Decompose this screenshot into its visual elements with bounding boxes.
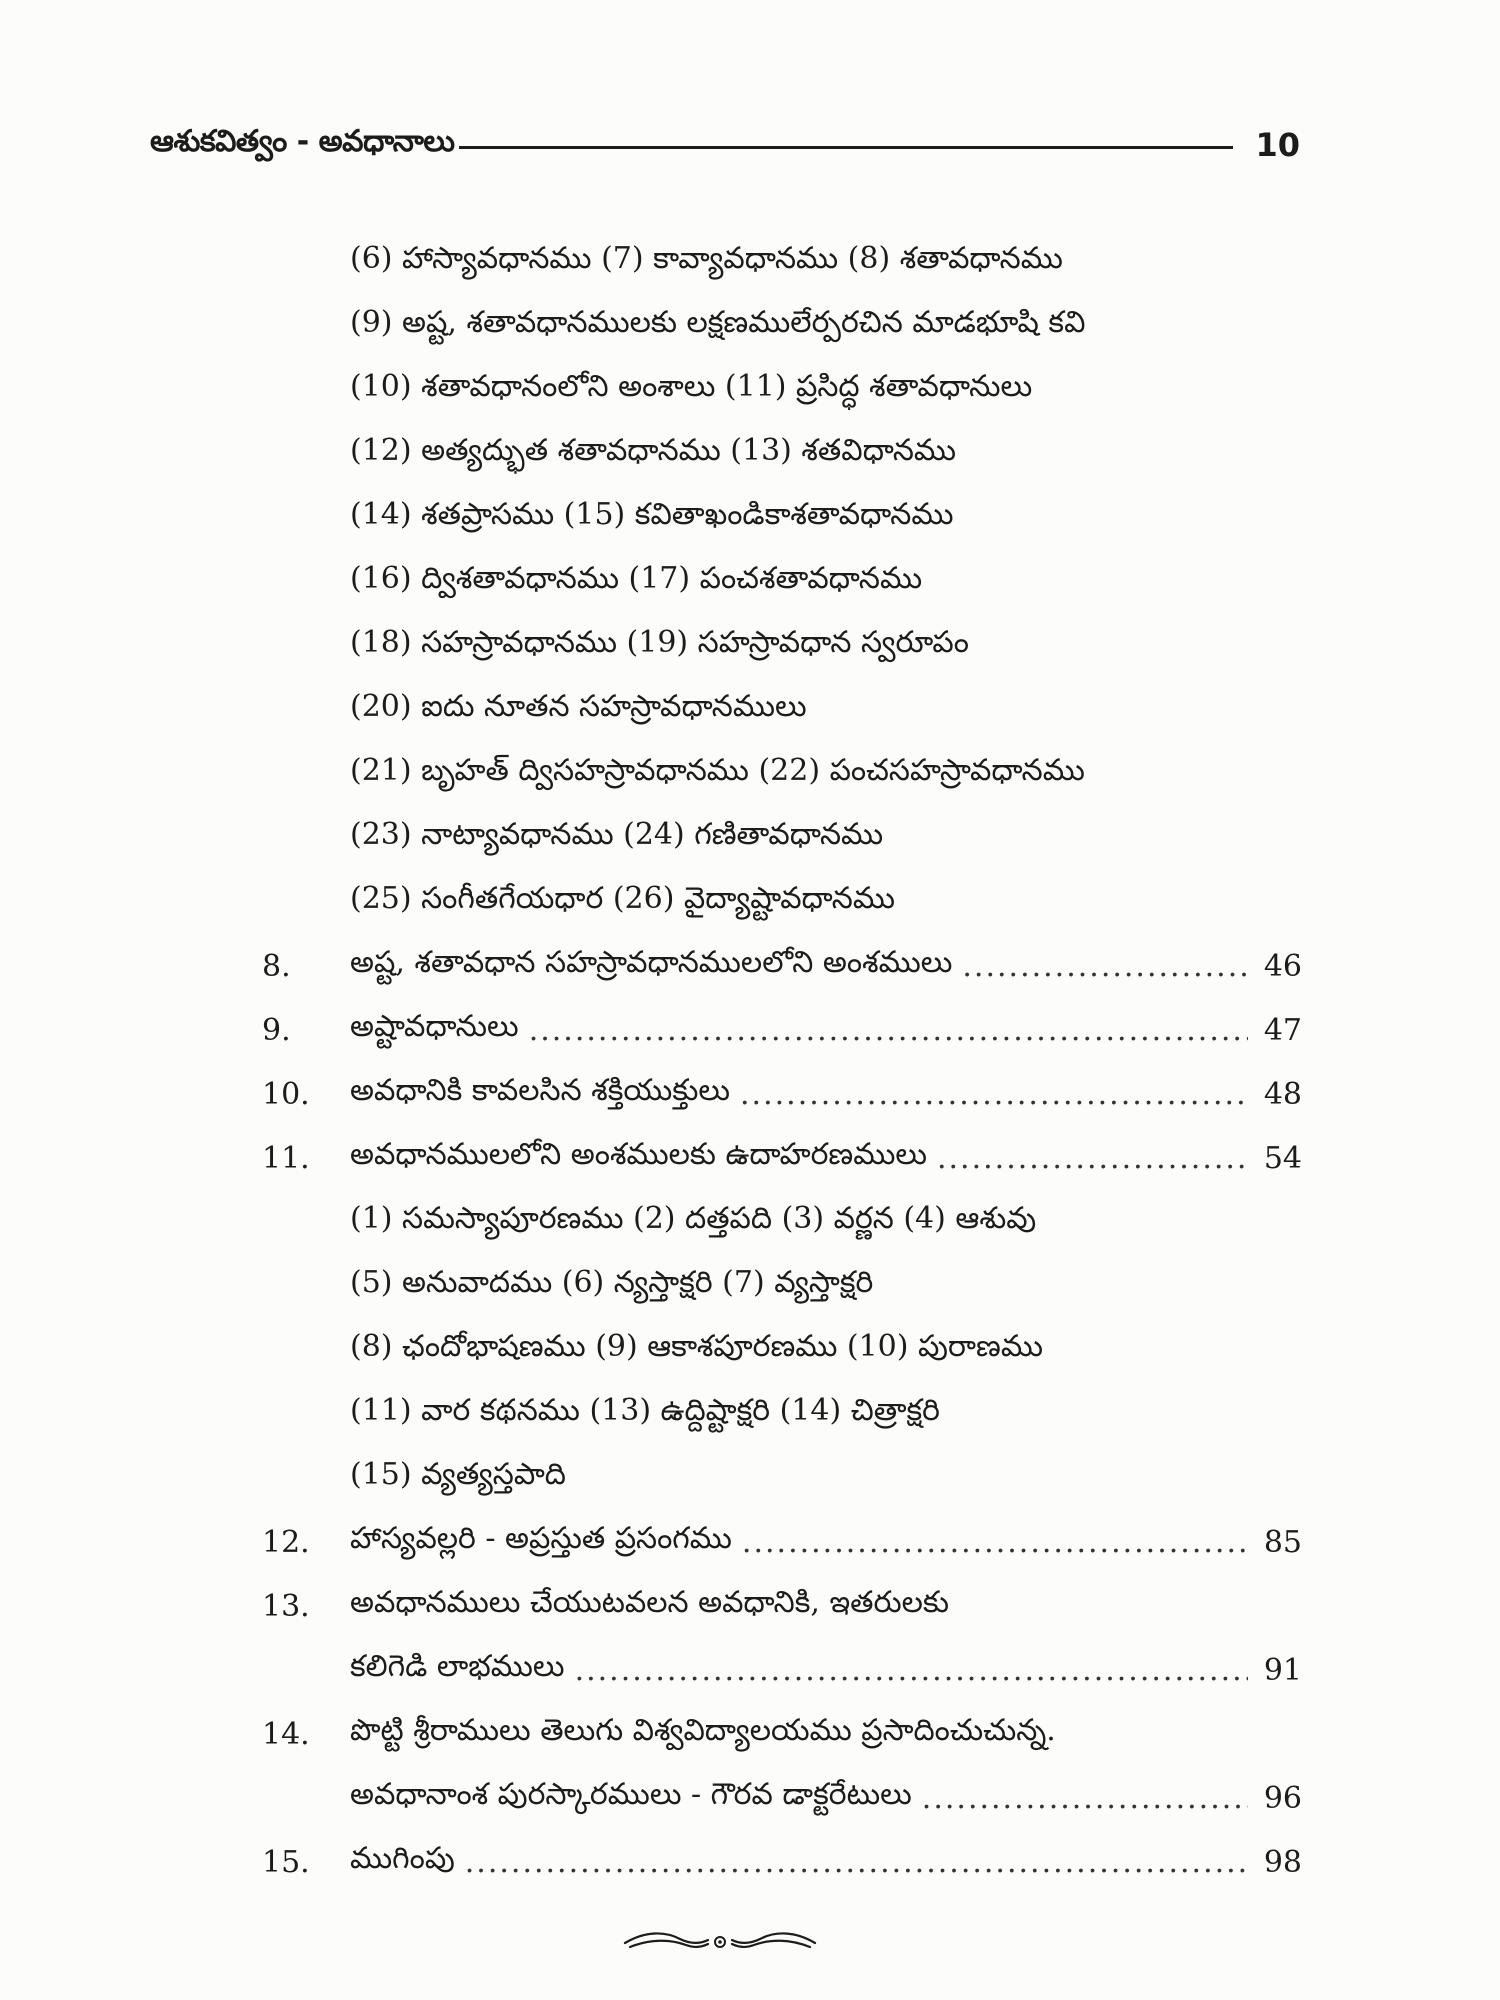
dot-leader <box>962 949 1248 984</box>
table-of-contents <box>262 230 1302 1894</box>
toc-entry <box>262 1574 1302 1638</box>
toc-subitem-line: (16) ద్విశతావధానము (17) పంచశతావధానము <box>350 561 923 596</box>
toc-entry-number: 8. <box>262 948 291 984</box>
toc-entry-number: 11. <box>262 1140 310 1176</box>
toc-entry-page: 91 <box>1263 1652 1302 1688</box>
header-rule <box>459 146 1234 149</box>
header-page-number: 10 <box>1255 126 1300 164</box>
dot-leader <box>529 1013 1248 1048</box>
toc-entry-page: 96 <box>1263 1780 1302 1816</box>
flourish-ornament-icon <box>620 1925 820 1955</box>
toc-entry-page: 47 <box>1263 1012 1302 1048</box>
toc-entry-page: 98 <box>1263 1844 1302 1880</box>
toc-entry-title: అష్టావధానులు <box>350 1009 519 1044</box>
toc-subitem-line: (15) వ్యత్యస్తపాది <box>350 1457 566 1492</box>
dot-leader <box>742 1525 1248 1560</box>
running-header <box>150 115 1300 175</box>
toc-entry-title: అవధానములు చేయుటవలన అవధానికి, ఇతరులకు <box>350 1585 949 1620</box>
toc-entry <box>262 1510 1302 1574</box>
toc-entry <box>262 1702 1302 1766</box>
toc-subitem-line: (12) అత్యద్భుత శతావధానము (13) శతవిధానము <box>350 433 957 468</box>
dot-leader <box>740 1077 1248 1112</box>
toc-entry-number: 14. <box>262 1716 310 1752</box>
toc-subitem-line: (10) శతావధానంలోని అంశాలు (11) ప్రసిద్ధ శతావధానులు <box>350 369 1033 404</box>
header-title: ఆశుకవిత్వం - అవధానాలు <box>150 124 455 159</box>
toc-subitem-line: (9) అష్ట, శతావధానములకు లక్షణములేర్పరచిన మాడభూషి కవి <box>350 305 1086 340</box>
toc-entry-title: అవధానములలోని అంశములకు ఉదాహరణములు <box>350 1137 927 1172</box>
toc-entry-page: 46 <box>1263 948 1302 984</box>
toc-entry-page: 54 <box>1263 1140 1302 1176</box>
toc-entry-title: కలిగెడి లాభములు <box>350 1649 565 1684</box>
toc-entry <box>262 1126 1302 1190</box>
toc-entry-title: అవధానికి కావలసిన శక్తియుక్తులు <box>350 1073 731 1108</box>
toc-entry-number: 12. <box>262 1524 310 1560</box>
toc-entry-number: 15. <box>262 1844 310 1880</box>
toc-subitem-line: (11) వార కథనము (13) ఉద్దిష్టాక్షరి (14) చిత్రాక్షరి <box>350 1393 940 1428</box>
toc-entry-page: 48 <box>1263 1076 1302 1112</box>
dot-leader <box>922 1781 1248 1816</box>
toc-subitem-line: (8) ఛందోభాషణము (9) ఆకాశపూరణము (10) పురాణము <box>350 1329 1043 1364</box>
toc-entry <box>262 934 1302 998</box>
toc-subitem-line: (18) సహస్రావధానము (19) సహస్రావధాన స్వరూపం <box>350 625 969 660</box>
toc-entry-title: ముగింపు <box>350 1841 455 1876</box>
toc-subitem-line: (20) ఐదు నూతన సహస్రావధానములు <box>350 689 807 724</box>
toc-entry <box>262 1062 1302 1126</box>
toc-subitem-line: (25) సంగీతగేయధార (26) వైద్యాష్టావధానము <box>350 881 895 916</box>
dot-leader <box>575 1653 1248 1688</box>
toc-entry-title: పొట్టి శ్రీరాములు తెలుగు విశ్వవిద్యాలయము ప్రసాదించుచున్న. <box>350 1713 1056 1748</box>
dot-leader <box>937 1141 1248 1176</box>
toc-entry-title: అవధానాంశ పురస్కారములు - గౌరవ డాక్టరేటులు <box>350 1777 912 1812</box>
toc-entry <box>262 1830 1302 1894</box>
toc-entry <box>262 998 1302 1062</box>
toc-entry-page: 85 <box>1263 1524 1302 1560</box>
toc-subitem-line: (21) బృహత్ ద్విసహస్రావధానము (22) పంచసహస్రావధానము <box>350 753 1085 788</box>
toc-subitem-line: (6) హాస్యావధానము (7) కావ్యావధానము (8) శతావధానము <box>350 241 1063 276</box>
toc-subitem-line: (1) సమస్యాపూరణము (2) దత్తపది (3) వర్ణన (4) ఆశువు <box>350 1201 1037 1236</box>
toc-entry-number: 13. <box>262 1588 310 1624</box>
toc-entry-number: 10. <box>262 1076 310 1112</box>
toc-entry-title: హాస్యవల్లరి - అప్రస్తుత ప్రసంగము <box>350 1521 732 1556</box>
toc-subitem-line: (14) శతప్రాసము (15) కవితాఖండికాశతావధానము <box>350 497 954 532</box>
toc-subitem-line: (23) నాట్యావధానము (24) గణితావధానము <box>350 817 884 852</box>
dot-leader <box>465 1845 1248 1880</box>
toc-entry-continuation <box>262 1638 1302 1702</box>
toc-entry-continuation <box>262 1766 1302 1830</box>
toc-entry-title: అష్ట, శతావధాన సహస్రావధానములలోని అంశములు <box>350 945 953 980</box>
toc-subitem-line: (5) అనువాదము (6) న్యస్తాక్షరి (7) వ్యస్తాక్షరి <box>350 1265 874 1300</box>
toc-entry-number: 9. <box>262 1012 291 1048</box>
